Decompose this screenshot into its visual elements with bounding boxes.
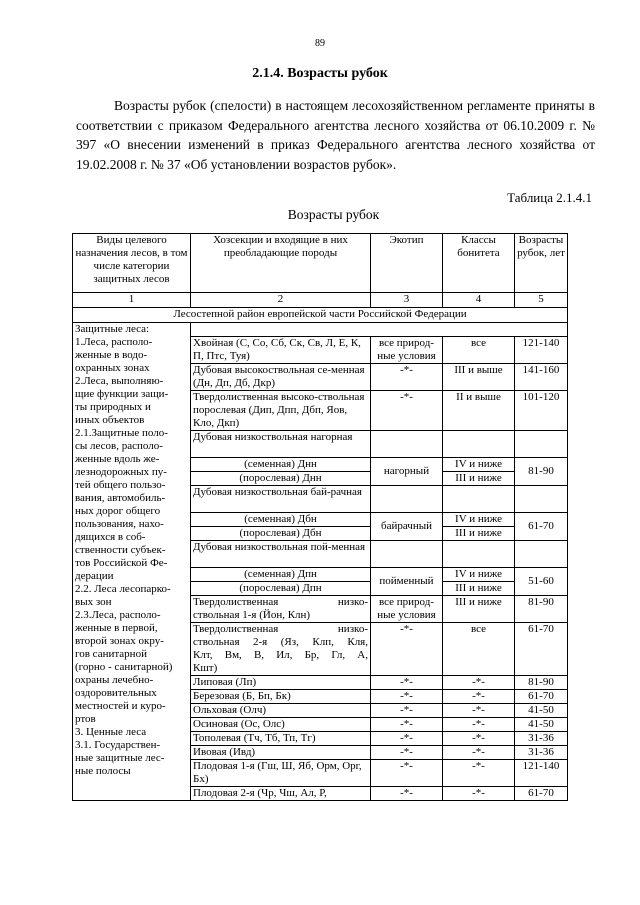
blank-cell <box>443 541 515 568</box>
bonitet-cell: -*- <box>443 676 515 690</box>
col-num: 4 <box>443 293 515 308</box>
bonitet-cell: -*- <box>443 746 515 760</box>
col-num: 1 <box>73 293 191 308</box>
age-cell: 81-90 <box>515 676 568 690</box>
purpose-line: оздоровительных <box>75 687 157 699</box>
table-title: Возрасты рубок <box>287 207 380 222</box>
species-line: Кшт) <box>193 662 218 674</box>
purpose-line: второй зонах окру- <box>75 635 164 647</box>
age-cell: 31-36 <box>515 746 568 760</box>
bonitet-cell: III и ниже <box>443 527 515 541</box>
bonitet-cell: III и выше <box>443 364 515 391</box>
species-cell: Осиновая (Ос, Олс) <box>191 718 371 732</box>
purpose-line: женные в водо- <box>75 349 148 361</box>
region-row <box>73 308 568 323</box>
ecotype-cell: пойменный <box>371 568 443 596</box>
purpose-line: 2.2. Леса лесопарко- <box>75 583 171 595</box>
bonitet-cell: III и ниже <box>443 596 515 623</box>
purpose-line: местностей и куро- <box>75 700 166 712</box>
table-header-row <box>73 234 568 293</box>
column-number-row <box>73 293 568 308</box>
bonitet-cell: -*- <box>443 760 515 787</box>
col-num: 2 <box>191 293 371 308</box>
age-cell: 121-140 <box>515 337 568 364</box>
protective-forests-row <box>73 323 568 337</box>
section-title: 2.1.4. Возрасты рубок <box>252 66 388 81</box>
bonitet-cell: все <box>443 337 515 364</box>
purpose-line: 2.Леса, выполняю- <box>75 375 164 387</box>
region-label: Лесостепной район европейской части Российской Федерации <box>73 308 568 323</box>
bonitet-cell: -*- <box>443 704 515 718</box>
purpose-line: ты природных и <box>75 401 151 413</box>
species-cell: Хвойная (С, Со, Сб, Ск, Св, Л, Е, К, П, Птс, Туя) <box>191 337 371 364</box>
ecotype-cell: -*- <box>371 732 443 746</box>
ecotype-cell: -*- <box>371 787 443 801</box>
purpose-line: женные вдоль же- <box>75 453 160 465</box>
purpose-line: ные полосы <box>75 765 131 777</box>
species-line: Клт, Вм, В, Ил, Бр, Гл, А, <box>193 649 368 661</box>
ecotype-cell: -*- <box>371 676 443 690</box>
bonitet-cell: II и выше <box>443 391 515 431</box>
purpose-line: гов санитарной <box>75 648 147 660</box>
purpose-line: 3.1. Государствен- <box>75 739 161 751</box>
age-cell: 31-36 <box>515 732 568 746</box>
species-cell: (семенная) Дбн <box>191 513 371 527</box>
ecotype-cell: -*- <box>371 623 443 676</box>
bonitet-cell: IV и ниже <box>443 458 515 472</box>
species-line: ствольная 1-я (Йон, Клн) <box>193 609 311 621</box>
blank-cell <box>371 431 443 458</box>
bonitet-cell: IV и ниже <box>443 513 515 527</box>
ecotype-cell: нагорный <box>371 458 443 486</box>
purpose-line: дящихся в соб- <box>75 531 146 543</box>
purpose-line: иных объектов <box>75 414 145 426</box>
blank-cell <box>371 541 443 568</box>
species-cell <box>191 596 371 623</box>
purpose-line: ственности субъек- <box>75 544 166 556</box>
forest-purpose-cell <box>73 323 191 801</box>
species-cell <box>191 623 371 676</box>
species-group-title: Дубовая низкоствольная пой-менная <box>191 541 371 568</box>
purpose-line: ртов <box>75 713 96 725</box>
purpose-line: охраны лечебно- <box>75 674 154 686</box>
species-line: Твердолиственная низко- <box>193 623 368 635</box>
bonitet-cell: III и ниже <box>443 582 515 596</box>
header-purpose: Виды целевого назначения лесов, в том числе категории защитных лесов <box>73 234 191 293</box>
species-cell: (семенная) Днн <box>191 458 371 472</box>
ecotype-cell: -*- <box>371 690 443 704</box>
age-cell: 81-90 <box>515 596 568 623</box>
purpose-line: тей общего пользо- <box>75 479 166 491</box>
purpose-line: женные в первой, <box>75 622 158 634</box>
bonitet-cell: III и ниже <box>443 472 515 486</box>
species-cell: (порослевая) Днн <box>191 472 371 486</box>
ecotype-cell: -*- <box>371 391 443 431</box>
col-num: 5 <box>515 293 568 308</box>
header-ecotype: Экотип <box>371 234 443 293</box>
species-cell: Дубовая высокоствольная се-менная (Дн, Дп, Дб, Дкр) <box>191 364 371 391</box>
header-age: Возрасты рубок, лет <box>515 234 568 293</box>
blank-cell <box>443 486 515 513</box>
species-cell: (семенная) Дпн <box>191 568 371 582</box>
ecotype-cell: -*- <box>371 746 443 760</box>
age-cell: 81-90 <box>515 458 568 486</box>
purpose-line: ных дорог общего <box>75 505 161 517</box>
species-cell: Ивовая (Ивд) <box>191 746 371 760</box>
purpose-line: 3. Ценные леса <box>75 726 147 738</box>
purpose-line: щие функции защи- <box>75 388 169 400</box>
purpose-line: 2.1.Защитные поло- <box>75 427 168 439</box>
bonitet-cell: IV и ниже <box>443 568 515 582</box>
bonitet-cell: -*- <box>443 787 515 801</box>
age-cell: 41-50 <box>515 718 568 732</box>
species-group-title: Дубовая низкоствольная нагорная <box>191 431 371 458</box>
purpose-line: тов Российской Фе- <box>75 557 168 569</box>
species-cell: Плодовая 1-я (Гш, Ш, Яб, Орм, Орг, Бх) <box>191 760 371 787</box>
age-cell: 61-70 <box>515 513 568 541</box>
purpose-line: вания, автомобиль- <box>75 492 166 504</box>
age-cell: 61-70 <box>515 690 568 704</box>
species-cell: Липовая (Лп) <box>191 676 371 690</box>
blank-cell <box>371 486 443 513</box>
age-cell: 121-140 <box>515 760 568 787</box>
purpose-line: дерации <box>75 570 114 582</box>
blank-cell <box>515 431 568 458</box>
age-cell: 101-120 <box>515 391 568 431</box>
intro-paragraph-text: Возрасты рубок (спелости) в настоящем лесохозяйственном регламенте приняты в соответствии с приказом Федерального агентства лесного хозяйства от 06.10.2009 г. № 397 «О внесении изменений в приказ Федерального агентства лесного хозяйства от 19.02.2008 г. № 37 «Об установлении возрастов рубок». <box>76 98 595 172</box>
species-cell: Тополевая (Тч, Тб, Тп, Тг) <box>191 732 371 746</box>
bonitet-cell: -*- <box>443 718 515 732</box>
species-line: Твердолиственная низко- <box>193 596 368 608</box>
purpose-line: охранных зонах <box>75 362 150 374</box>
purpose-line: Защитные леса: <box>75 323 150 335</box>
bonitet-cell: все <box>443 623 515 676</box>
age-cell: 41-50 <box>515 704 568 718</box>
blank-cell <box>443 431 515 458</box>
species-cell: (порослевая) Дбн <box>191 527 371 541</box>
ecotype-cell: -*- <box>371 704 443 718</box>
purpose-line: (горно - санитарной) <box>75 661 173 673</box>
species-line: ствольная 2-я (Яз, Клп, Кля, <box>193 636 368 648</box>
purpose-line: лезнодорожных пу- <box>75 466 167 478</box>
species-cell: Березовая (Б, Бп, Бк) <box>191 690 371 704</box>
blank-cell <box>191 323 568 337</box>
age-cell: 61-70 <box>515 787 568 801</box>
species-cell: Твердолиственная высоко-ствольная порослевая (Дип, Дпп, Дбп, Яов, Кло, Дкп) <box>191 391 371 431</box>
ecotype-cell: -*- <box>371 718 443 732</box>
blank-cell <box>515 486 568 513</box>
page-number: 89 <box>315 38 325 49</box>
age-cell: 51-60 <box>515 568 568 596</box>
intro-paragraph <box>76 96 595 174</box>
bonitet-cell: -*- <box>443 690 515 704</box>
species-cell: Плодовая 2-я (Чр, Чш, Ал, Р, <box>191 787 371 801</box>
purpose-line: вых зон <box>75 596 112 608</box>
ecotype-cell: все природ-ные условия <box>371 337 443 364</box>
header-species: Хозсекции и входящие в них преобладающие породы <box>191 234 371 293</box>
purpose-line: 1.Леса, располо- <box>75 336 153 348</box>
bonitet-cell: -*- <box>443 732 515 746</box>
cutting-ages-table <box>72 233 568 801</box>
ecotype-cell: -*- <box>371 760 443 787</box>
purpose-line: ные защитные лес- <box>75 752 165 764</box>
col-num: 3 <box>371 293 443 308</box>
age-cell: 141-160 <box>515 364 568 391</box>
purpose-line: сы лесов, располо- <box>75 440 163 452</box>
purpose-line: пользования, нахо- <box>75 518 164 530</box>
age-cell: 61-70 <box>515 623 568 676</box>
header-bonitet: Классы бонитета <box>443 234 515 293</box>
ecotype-cell: все природ-ные условия <box>371 596 443 623</box>
blank-cell <box>515 541 568 568</box>
species-cell: Ольховая (Олч) <box>191 704 371 718</box>
purpose-line: 2.3.Леса, располо- <box>75 609 161 621</box>
ecotype-cell: байрачный <box>371 513 443 541</box>
table-number: Таблица 2.1.4.1 <box>507 190 592 205</box>
ecotype-cell: -*- <box>371 364 443 391</box>
species-cell: (порослевая) Дпн <box>191 582 371 596</box>
species-group-title: Дубовая низкоствольная бай-рачная <box>191 486 371 513</box>
